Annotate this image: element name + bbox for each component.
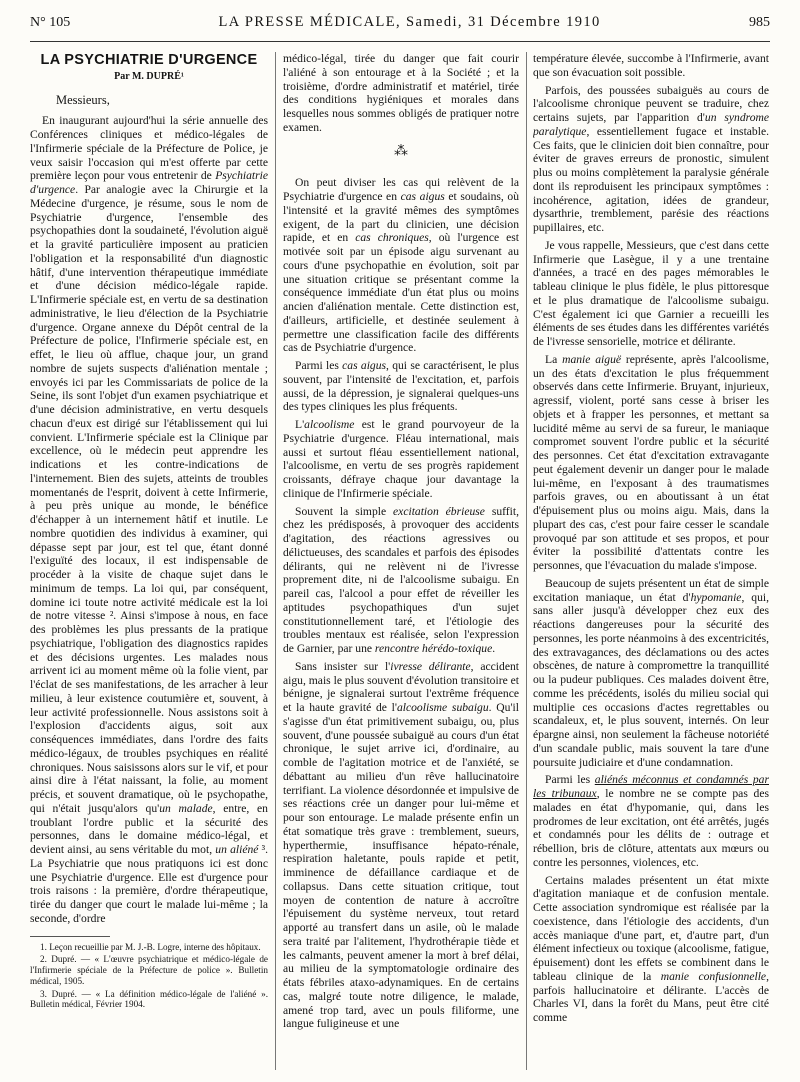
footnote: 3. Dupré. — « La définition médico-légale de l'aliéné ». Bulletin médical, Février 1904. xyxy=(30,988,268,1010)
paragraph: Certains malades présentent un état mixte d'agitation maniaque et de confusion mentale. Cette association syndromique est réalisée par la coexistence, dans l'étiologie des accidents, d'un accès maniaque d'une part, et, d'autre part, d'un élément infectieux ou toxique (alcoolisme, fatigue, épuisement) dont les effets se combinent dans le tableau clinique de la manie confusionnelle, parfois hallucinatoire et délirante. L'accès de Charles VI, dans la forêt du Mans, peut être cité comme xyxy=(533,873,769,1024)
paragraph: En inaugurant aujourd'hui la série annuelle des Conférences cliniques et médico-légales de l'Infirmerie spéciale de la Préfecture de Police, je veux saisir l'occasion qui m'est offerte par cette première leçon pour vous entretenir de Psychiatrie d'urgence. Par analogie avec la Chirurgie et la Médecine d'urgence, je résume, sous le nom de Psychiatrie d'urgence, l'ensemble des psychopathies dont la soudaineté, l'évolution aiguë et la gravité particulière imposent au praticien l'obligation et la responsabilité d'un diagnostic hâtif, d'une intervention thérapeutique immédiate et d'une décision médico-légale rapide. L'Infirmerie spéciale est, en vertu de sa destination administrative, le lieu d'élection de la Psychiatrie d'urgence. Organe annexe du Dépôt central de la Préfecture de police, l'Infirmerie spéciale est, en effet, le lieu où afflue, chaque jour, un grand nombre de sujets suspects d'aliénation mentale ; envoyés ici par les Commissariats de police de la Seine, ils sont l'objet d'un examen psychiatrique et d'une décision administrative, en vertu desquels chacun d'eux est dirigé sur l'établissement qui lui convient. L'Infirmerie spéciale est la Clinique par excellence, où le médecin peut apprendre les indications et les contre-indications de l'internement. Bien des sujets, atteints de troubles momentanés de l'esprit, doivent à cette Infirmerie, à peu près unique au monde, le bénéfice d'échapper à un internement hâtif et inutile. Le nombre quotidien des individus à examiner, qui dépasse sept par jour, est tel que, étant donné l'exiguïté des locaux, il est indispensable de procéder à la visite de chaque sujet dans le minimum de temps. La loi qui, par conséquent, domine ici toute notre activité médicale est la loi de notre vitesse ². Ainsi s'impose à nous, en face des problèmes les plus pressants de la pratique psychiatrique, l'obligation des diagnostics rapides et des décisions urgentes. Les malades nous arrivent ici au moment même où la folie vient, par l'éclat de ses manifestations, de les arracher à leur milieu, à leur existence coutumière et, souvent, à leur activité professionnelle. Nous assistons soit à l'explosion d'accidents aigus, soit aux conséquences immédiates, dans l'ordre des faits médico-légaux, de troubles psychiques en réalité chroniques. Nous saisissons alors sur le vif, et pour ainsi dire à l'état naissant, la folie, au moment précis, et souvent dramatique, où le psychopathe, qui n'était jusqu'alors qu'un malade, entre, en troublant l'ordre public et la sécurité des personnes, dans le domaine médico-légal, et devient ainsi, au sens véritable du mot, un aliéné ³. La Psychiatrie que nous pratiquons ici est donc une Psychiatrie d'urgence. Elle est d'urgence pour trois raisons : la première, d'ordre thérapeutique, tirée du danger que court le malade lui-même ; la seconde, d'ordre xyxy=(30,114,268,925)
footnote: 2. Dupré. — « L'œuvre psychiatrique et médico-légale de l'Infirmerie spéciale de la Préfecture de police ». Bulletin médical, 1905. xyxy=(30,954,268,986)
paragraph: On peut diviser les cas qui relèvent de la Psychiatrie d'urgence en cas aigus et soudains, où l'intensité et la gravité mêmes des symptômes exigent, de la part du clinicien, une décision rapide, et en cas chroniques, où l'urgence est motivée soit par un épisode aigu survenant au cours d'une psychopathie en évolution, soit par une situation critique se présentant comme la conséquence immédiate d'un état plus ou moins ancien d'aliénation mentale. Cette distinction est, d'ailleurs, artificielle, et destinée seulement à permettre une classification facile des différents cas de Psychiatrie d'urgence. xyxy=(283,176,519,355)
page-header xyxy=(30,14,770,38)
header-rule xyxy=(30,41,770,42)
column-divider xyxy=(275,52,276,1070)
journal-title: LA PRESSE MÉDICALE, Samedi, 31 Décembre 1910 xyxy=(218,14,601,30)
paragraph: Parmi les aliénés méconnus et condamnés par les tribunaux, le nombre ne se compte pas des malades en état d'hypomanie, qui, dans les prodromes de leur excitation, ont été arrêtés, jugés et condamnés pour les délits de : outrage et rébellion, bris de clôture, attentats aux mœurs ou contre les personnes, violences, etc. xyxy=(533,773,769,869)
paragraph: Je vous rappelle, Messieurs, que c'est dans cette Infirmerie que Lasègue, il y a une trentaine d'années, a tracé en des pages mémorables le tableau clinique le plus fidèle, le plus pittoresque et le plus dramatique de l'alcoolisme subaigu. C'est également ici que Garnier a recueilli les éléments de ses études dans les différentes variétés de l'ivresse sensorielle, motrice et délirante. xyxy=(533,238,769,348)
article-title: LA PSYCHIATRIE D'URGENCE xyxy=(40,52,258,68)
column-2 xyxy=(283,52,519,1070)
page-number: 985 xyxy=(749,15,770,30)
paragraph: température élevée, succombe à l'Infirmerie, avant que son évacuation soit possible. xyxy=(533,52,769,79)
paragraph: Parmi les cas aigus, qui se caractérisent, le plus souvent, par l'intensité de l'excitation, et, parfois aussi, de la dépression, je signalerai quelques-uns des types cliniques les plus fréquents. xyxy=(283,359,519,414)
column-3 xyxy=(533,52,769,1070)
section-separator: ⁂ xyxy=(394,143,408,159)
column-1 xyxy=(30,52,268,1070)
paragraph: Sans insister sur l'ivresse délirante, accident aigu, mais le plus souvent d'évolution transitoire et bénigne, je signalerai surtout l'extrême fréquence et la haute gravité de l'alcoolisme subaigu. Qu'il s'agisse d'un état primitivement subaigu, ou, plus souvent, d'une poussée subaiguë au cours d'un état chronique, le sujet arrive ici, d'ordinaire, au comble de l'agitation motrice et de l'anxiété, se débattant au milieu d'un rêve hallucinatoire terrifiant. La violence désordonnée et impulsive de ses réactions crée un danger pour lui-même et pour son entourage. Le malade présente enfin un état somatique très grave : tremblement, sueurs, hyperthermie, insuffisance hépato-rénale, respiration haletante, pouls rapide et petit, imminence de défaillance cardiaque et de collapsus. Dans cette situation critique, tout moyen de contention de nature à accroître l'épuisement du système nerveux, tout retard apporté au transfert dans un asile, où le malade sera traité par l'alitement, l'hydrothérapie tiède et les calmants, peuvent amener la mort à bref délai, au milieu de la symptomatologie ordinaire des états fébriles ataxo-adynamiques. En de certains cas, malgré toute notre diligence, le malade, amené trop tard, avec un pouls filiforme, une langue fuligineuse et une xyxy=(283,659,519,1031)
footnotes xyxy=(30,942,268,1011)
paragraph: Parfois, des poussées subaiguës au cours de l'alcoolisme chronique peuvent se traduire, chez certains sujets, par l'apparition d'un syndrome paralytique, essentiellement fugace et instable. Ces faits, que le clinicien doit bien connaître, pour éviter de graves erreurs de pronostic, simulent plus ou moins complètement la paralysie générale dont ils reproduisent les principaux symptômes : incohérence, agitation, idées de grandeur, dysarthrie, tremblement, parésie des réactions pupillaires, etc. xyxy=(533,83,769,234)
issue-number: N° 105 xyxy=(30,15,71,30)
paragraph: médico-légal, tirée du danger que fait courir l'aliéné à son entourage et à la Société ; et la troisième, d'ordre administratif et matériel, tirée des conditions hygiéniques et morales dans lesquelles nous sommes obligés de pratiquer notre examen. xyxy=(283,52,519,134)
paragraph: L'alcoolisme est le grand pourvoyeur de la Psychiatrie d'urgence. Fléau international, mais aussi et surtout fléau essentiellement national, l'alcoolisme, en vertu de ses progrès rapidement croissants, défraye chaque jour davantage la clinique de l'Infirmerie spéciale. xyxy=(283,418,519,500)
column-divider xyxy=(526,52,527,1070)
article-byline: Par M. DUPRÉ¹ xyxy=(114,70,184,82)
paragraph: Souvent la simple excitation ébrieuse suffit, chez les prédisposés, à provoquer des accidents d'agitation, des réactions agressives ou délictueuses, des scandales et parfois des épisodes délirants, qui ne relèvent ni de l'ivresse proprement dite, ni de l'alcoolisme subaigu. En pareil cas, l'alcool a pour effet de réveiller les aptitudes psychopathiques d'un sujet constitutionnellement taré, et l'étiologie des troubles mentaux est réalisée, selon l'expression de Garnier, par une rencontre hérédo-toxique. xyxy=(283,504,519,655)
salutation: Messieurs, xyxy=(56,92,110,107)
paragraph: Beaucoup de sujets présentent un état de simple excitation maniaque, un état d'hypomanie, qui, sans aller jusqu'à développer chez eux des réactions dangereuses pour la sécurité des personnes, les porte néanmoins à des excentricités, des extravagances, des déclamations ou des actes obscènes, de nature à compromettre la tranquillité ou la pudeur publiques. Ces malades doivent être, comme les précédents, isolés du milieu social qui multiplie ces occasions d'actes regrettables ou scandaleux, et, le plus souvent, internés. On leur épargne ainsi, non seulement la fâcheuse notoriété d'un scandale public, mais souvent la tare d'une poursuite judiciaire et d'une condamnation. xyxy=(533,576,769,769)
footnote: 1. Leçon recueillie par M. J.-B. Logre, interne des hôpitaux. xyxy=(40,941,261,952)
paragraph: La manie aiguë représente, après l'alcoolisme, un des états d'excitation le plus fréquemment observés dans cette Infirmerie. Bruyant, injurieux, agressif, violent, porté sans cesse à briser les objets et à frapper les personnes, et mettant sa lucidité même au servi de sa fureur, le maniaque compromet souvent l'ordre public et la sécurité des personnes. Cet état d'excitation extravagante peut également devenir un danger pour le malade lui-même, en l'exposant à des traumatismes parfois graves, ou en aboutissant à un état d'épuisement plus ou moins aigu. Mais, dans la plupart des cas, c'est pour faire cesser le scandale provoqué par son attitude et ses propos, et pour éviter la possibilité d'attentats contre les personnes, que l'évacuation du malade s'impose. xyxy=(533,352,769,572)
footnote-rule xyxy=(30,936,110,937)
